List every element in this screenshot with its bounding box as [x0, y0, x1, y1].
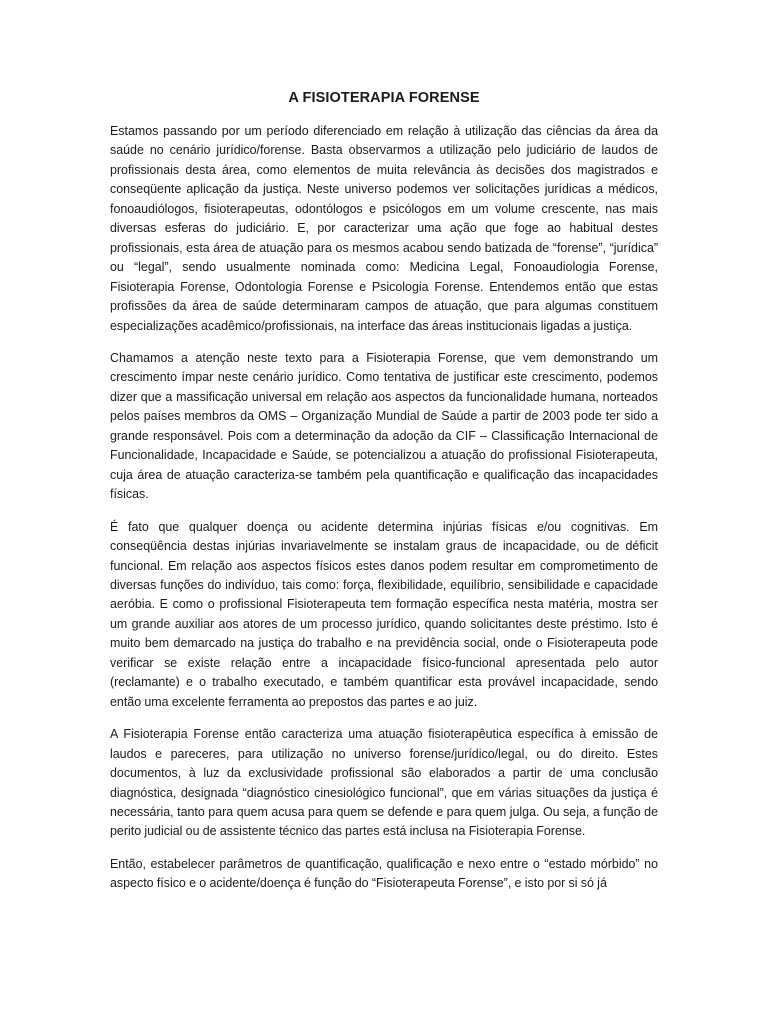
document-title: A FISIOTERAPIA FORENSE [288, 90, 480, 106]
paragraph-3: É fato que qualquer doença ou acidente determina injúrias físicas e/ou cognitivas. Em conseqüência destas injúrias invariavelmente se instalam graus de incapacidade, ou de déficit funcional. Em relação aos aspectos físicos estes danos podem resultar em comprometimento de diversas funções do indivíduo, tais como: força, flexibilidade, equilíbrio, sensibilidade e capacidade aeróbia. E como o profissional Fisioterapeuta tem formação específica nesta matéria, mostra ser um grande auxiliar aos atores de um processo jurídico, quando solicitantes deste préstimo. Isto é muito bem demarcado na justiça do trabalho e na previdência social, onde o Fisioterapeuta pode verificar se existe relação entre a incapacidade físico-funcional apresentada pelo autor (reclamante) e o trabalho executado, e também quantificar esta provável incapacidade, sendo então uma excelente ferramenta ao prepostos das partes e ao juiz. [110, 519, 658, 709]
paragraph-4: A Fisioterapia Forense então caracteriza uma atuação fisioterapêutica específica à emissão de laudos e pareceres, para utilização no universo forense/jurídico/legal, ou do direito. Estes documentos, à luz da exclusividade profissional são elaborados a partir de uma conclusão diagnóstica, designada “diagnóstico cinesiológico funcional”, que em várias situações da justiça é necessária, tanto para quem acusa para quem se defende e para quem julga. Ou seja, a função de perito judicial ou de assistente técnico das partes está inclusa na Fisioterapia Forense. [110, 727, 658, 839]
paragraph-1: Estamos passando por um período diferenciado em relação à utilização das ciências da área da saúde no cenário jurídico/forense. Basta observarmos a utilização pelo judiciário de laudos de profissionais desta área, como elementos de muita relevância às decisões dos magistrados e conseqüente aplicação da justiça. Neste universo podemos ver solicitações jurídicas a médicos, fonoaudiólogos, fisioterapeutas, odontólogos e psicólogos em um volume crescente, nas mais diversas esferas do judiciário. E, por caracterizar uma ação que foge ao habitual destes profissionais, esta área de atuação para os mesmos acabou sendo batizada de “forense”, “jurídica” ou “legal”, sendo usualmente nominada como: Medicina Legal, Fonoaudiologia Forense, Fisioterapia Forense, Odontologia Forense e Psicologia Forense. Entendemos então que estas profissões da área de saúde determinaram campos de atuação, que para algumas constituem especializações acadêmico/profissionais, na interface das áreas institucionais ligadas a justiça. [110, 124, 658, 333]
document-body [110, 122, 658, 907]
paragraph-2: Chamamos a atenção neste texto para a Fisioterapia Forense, que vem demonstrando um crescimento ímpar neste cenário jurídico. Como tentativa de justificar este crescimento, podemos dizer que a massificação universal em relação aos aspectos da funcionalidade humana, norteados pelos países membros da OMS – Organização Mundial de Saúde a partir de 2003 pode ter sido a grande responsável. Pois com a determinação da adoção da CIF – Classificação Internacional de Funcionalidade, Incapacidade e Saúde, se potencializou a atuação do profissional Fisioterapeuta, cuja área de atuação caracteriza-se também pela quantificação e qualificação das incapacidades físicas. [110, 350, 658, 502]
paragraph-5: Então, estabelecer parâmetros de quantificação, qualificação e nexo entre o “estado mórbido” no aspecto físico e o acidente/doença é função do “Fisioterapeuta Forense”, e isto por si só já [110, 856, 658, 891]
